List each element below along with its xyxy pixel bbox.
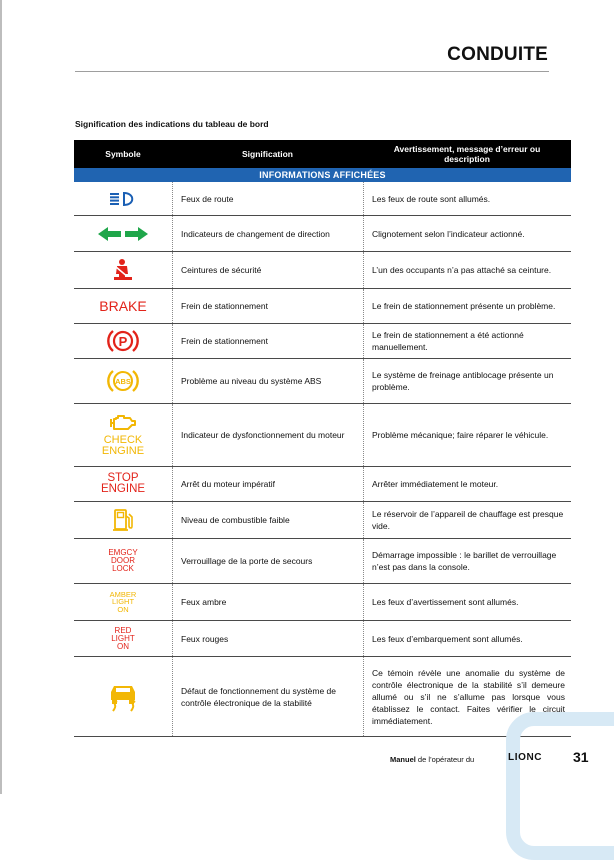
footer-manual-text — [390, 755, 474, 764]
row-signification: Feux de route — [181, 193, 234, 204]
header-signification: Signification — [242, 149, 293, 159]
amber-line-1: AMBER — [109, 589, 137, 599]
table-row — [74, 216, 571, 252]
row-description: Problème mécanique; faire réparer le véhicule. — [372, 430, 549, 440]
row-description: Clignotement selon l’indicateur actionné. — [372, 228, 525, 239]
brake-text-icon — [74, 289, 172, 323]
row-description: Le réservoir de l’appareil de chauffage est presque vide. — [372, 509, 564, 531]
check-engine-line-2: ENGINE — [101, 445, 145, 457]
table-row — [74, 657, 571, 737]
header-description: Avertissement, message d’erreur ou description — [393, 144, 541, 164]
row-signification: Verrouillage de la porte de secours — [181, 556, 313, 566]
table-row — [74, 502, 571, 539]
dashboard-indicators-table — [74, 140, 571, 737]
table-row — [74, 467, 571, 502]
table-row — [74, 324, 571, 359]
amber-line-3: ON — [117, 604, 129, 614]
parking-brake-icon — [74, 324, 172, 358]
header-symbole: Symbole — [105, 149, 141, 159]
row-description: Le frein de stationnement a été actionné manuellement. — [372, 330, 524, 352]
row-signification: Indicateur de dysfonctionnement du moteur — [181, 430, 345, 440]
page-edge — [0, 0, 2, 794]
abs-icon — [74, 359, 172, 403]
row-description: Les feux d’embarquement sont allumés. — [372, 633, 523, 644]
section-band: INFORMATIONS AFFICHÉES — [74, 168, 571, 182]
fuel-pump-icon — [74, 502, 172, 538]
seat-belt-icon — [74, 252, 172, 288]
footer-manual-rest: de l’opérateur du — [415, 755, 475, 764]
row-signification: Frein de stationnement — [181, 301, 268, 311]
parking-symbol-text: P — [118, 334, 128, 349]
check-engine-icon — [74, 404, 172, 466]
table-header — [74, 140, 571, 168]
red-light-line-3: ON — [117, 641, 129, 651]
emergency-door-lock-text-icon — [74, 539, 172, 583]
amber-line-2: LIGHT — [111, 597, 135, 607]
stop-engine-line-2: ENGINE — [100, 483, 146, 495]
check-engine-line-1: CHECK — [103, 434, 143, 446]
row-signification: Feux rouges — [181, 633, 229, 644]
footer-manual-bold: Manuel — [390, 755, 416, 764]
section-title: Signification des indications du tableau de bord — [75, 119, 269, 129]
red-light-text-icon — [74, 621, 172, 656]
table-row — [74, 289, 571, 324]
row-description: Les feux de route sont allumés. — [372, 193, 491, 204]
lion-logo: LIONC — [508, 752, 543, 763]
table-row — [74, 621, 571, 657]
row-description: Le système de freinage antiblocage présente un problème. — [372, 370, 554, 392]
table-row — [74, 182, 571, 216]
row-signification: Arrêt du moteur impératif — [181, 479, 276, 489]
table-row — [74, 252, 571, 289]
abs-symbol-text: ABS — [115, 377, 131, 386]
row-signification: Indicateurs de changement de direction — [181, 228, 330, 239]
table-row — [74, 584, 571, 621]
brake-symbol-text: BRAKE — [99, 298, 147, 314]
row-signification: Feux ambre — [181, 597, 227, 607]
red-light-line-1: RED — [114, 625, 132, 635]
row-signification: Niveau de combustible faible — [181, 515, 290, 525]
stability-control-icon — [74, 657, 172, 736]
row-signification: Frein de stationnement — [181, 336, 268, 346]
row-description: Arrêter immédiatement le moteur. — [372, 479, 499, 489]
row-description: Démarrage impossible : le barillet de verrouillage n’est pas dans la console. — [372, 550, 557, 572]
stop-engine-text-icon — [74, 467, 172, 501]
row-description: Ce témoin révèle une anomalie du système de contrôle électronique de la stabilité s’il demeure allumé ou s’il ne s’allume pas lorsque vous établissez le contact. Faites vérifier le circuit immédiatement. — [372, 667, 565, 726]
turn-signal-arrows-icon — [74, 216, 172, 251]
table-row — [74, 539, 571, 584]
row-signification: Défaut de fonctionnement du système de contrôle électronique de la stabilité — [181, 685, 336, 708]
emgcy-line-1: EMGCY — [108, 548, 138, 557]
footer-decoration — [506, 712, 614, 860]
emgcy-line-3: LOCK — [112, 564, 134, 573]
amber-light-text-icon — [74, 584, 172, 620]
red-light-line-2: LIGHT — [111, 633, 135, 643]
high-beam-icon — [74, 182, 172, 215]
row-description: Le frein de stationnement présente un problème. — [372, 301, 556, 311]
table-row — [74, 359, 571, 404]
emgcy-line-2: DOOR — [111, 556, 135, 565]
page-title: CONDUITE — [447, 44, 548, 65]
row-description: Les feux d’avertissement sont allumés. — [372, 597, 519, 607]
row-signification: Problème au niveau du système ABS — [181, 376, 322, 386]
page-number: 31 — [573, 749, 589, 765]
stop-engine-line-1: STOP — [107, 471, 139, 484]
title-divider — [75, 71, 549, 72]
table-row — [74, 404, 571, 467]
row-signification: Ceintures de sécurité — [181, 265, 262, 275]
row-description: L’un des occupants n’a pas attaché sa ceinture. — [372, 265, 552, 275]
